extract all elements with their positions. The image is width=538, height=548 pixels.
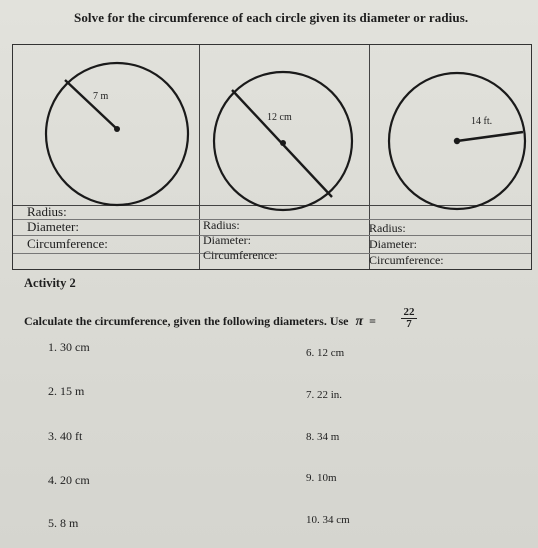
circle-1-radius-label: Radius: <box>27 204 67 219</box>
activity-heading: Activity 2 <box>24 276 76 290</box>
pi-numerator: 22 <box>401 307 417 319</box>
instruction-text <box>24 314 376 330</box>
circle-2 <box>214 72 352 210</box>
circle-3 <box>389 73 525 209</box>
radius-line <box>65 80 117 129</box>
problem-item-10: 10. 34 cm <box>306 514 350 526</box>
problem-item-3: 3. 40 ft <box>48 429 83 443</box>
problem-item-1: 1. 30 cm <box>48 340 90 354</box>
circle-3-measure: 14 ft. <box>471 116 493 127</box>
problem-item-2: 2. 15 m <box>48 384 85 398</box>
pi-fraction <box>401 307 417 330</box>
pi-denominator: 7 <box>406 318 412 330</box>
problem-item-5: 5. 8 m <box>48 516 79 530</box>
problem-item-9: 9. 10m <box>306 472 337 484</box>
circle-1-diameter-label: Diameter: <box>27 219 79 234</box>
circle-3-circumference-label: Circumference: <box>369 253 444 267</box>
circle-2-measure: 12 cm <box>267 112 292 123</box>
circle-1 <box>46 63 188 205</box>
worksheet-title: Solve for the circumference of each circle given its diameter or radius. <box>74 10 469 25</box>
pi-equals: = <box>369 314 376 328</box>
circle-2-diameter-label: Diameter: <box>203 233 251 247</box>
center-point <box>114 126 120 132</box>
instruction-sentence: Calculate the circumference, given the following diameters. Use <box>24 314 349 328</box>
circle-3-diameter-label: Diameter: <box>369 237 417 251</box>
center-point <box>280 140 286 146</box>
circle-2-radius-label: Radius: <box>203 218 240 232</box>
circle-table <box>12 44 532 270</box>
radius-line <box>457 132 523 141</box>
circle-2-circumference-label: Circumference: <box>203 248 278 262</box>
circle-1-measure: 7 m <box>93 91 109 102</box>
problem-item-4: 4. 20 cm <box>48 473 90 487</box>
center-point <box>454 138 460 144</box>
circle-1-circumference-label: Circumference: <box>27 236 108 251</box>
pi-symbol: π <box>355 314 364 329</box>
problem-item-6: 6. 12 cm <box>306 347 345 359</box>
problem-item-8: 8. 34 m <box>306 431 340 443</box>
problem-item-7: 7. 22 in. <box>306 389 343 401</box>
circle-3-radius-label: Radius: <box>369 221 406 235</box>
